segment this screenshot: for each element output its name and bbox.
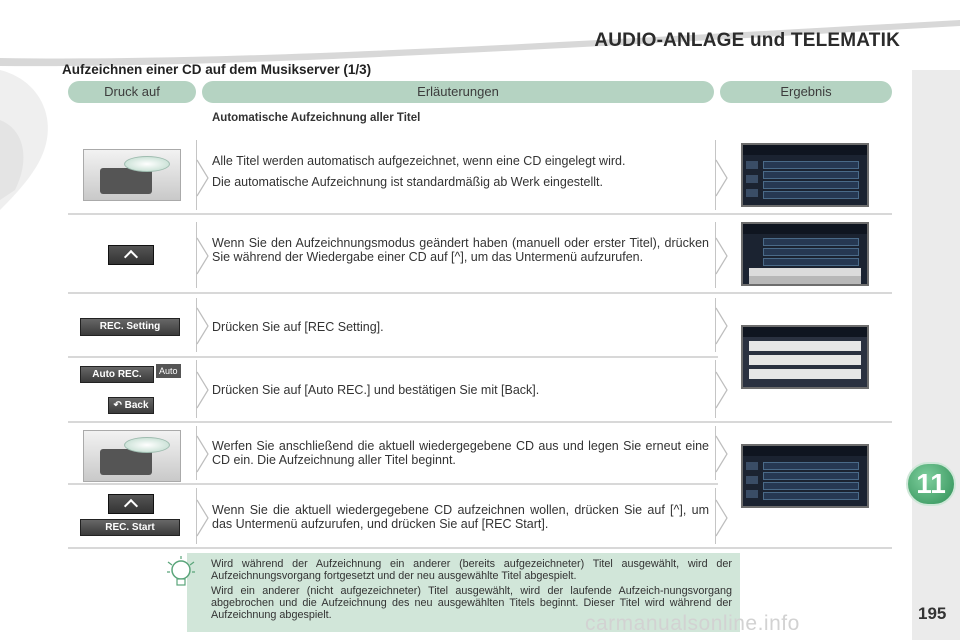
column-header-action: Druck auf xyxy=(68,81,196,103)
row-divider xyxy=(68,421,892,423)
row-divider xyxy=(68,213,892,215)
caret-up-button[interactable] xyxy=(108,494,154,514)
chevron-right-icon xyxy=(196,236,210,276)
watermark: carmanualsonline.info xyxy=(585,612,800,635)
row-4-paragraph-1: Drücken Sie auf [Auto REC.] und bestätigen Sie mit [Back]. xyxy=(212,383,540,397)
column-header-result: Ergebnis xyxy=(720,81,892,103)
caret-up-icon xyxy=(124,250,138,264)
row-divider xyxy=(68,483,718,485)
row-divider xyxy=(68,292,892,294)
back-button[interactable] xyxy=(108,397,154,414)
chevron-right-icon xyxy=(196,498,210,538)
row-6-paragraph-1: Wenn Sie die aktuell wiedergegebene CD aufzeichnen wollen, drücken Sie auf [^], um das Untermenü aufzurufen, und drücken Sie auf [REC Start]. xyxy=(212,503,709,531)
section-title: Aufzeichnen einer CD auf dem Musikserver (1/3) xyxy=(62,62,372,77)
result-screen-2 xyxy=(741,222,869,286)
auto-rec-button[interactable]: Auto REC. xyxy=(80,366,154,383)
chevron-right-icon xyxy=(715,306,729,346)
chevron-right-icon xyxy=(196,158,210,198)
row-divider xyxy=(68,356,718,358)
back-arrow-icon: ↶ xyxy=(113,400,125,411)
caret-up-button[interactable] xyxy=(108,245,154,265)
chevron-right-icon xyxy=(196,370,210,410)
chevron-right-icon xyxy=(715,236,729,276)
chapter-title: AUDIO-ANLAGE und TELEMATIK xyxy=(594,30,900,51)
row-3-paragraph-1: Drücken Sie auf [REC Setting]. xyxy=(212,320,384,334)
chevron-right-icon xyxy=(196,434,210,474)
page-number: 195 xyxy=(918,604,947,623)
note-paragraph-2: Wird ein anderer (nicht aufgezeichneter) Titel ausgewählt, wird der laufende Aufzeich-nungsvorgang abgebrochen und die Aufzeichnung des neu ausgewählten Titels beginnt. Dieser Titel wird während der Aufzeichnung abgespielt. xyxy=(211,585,732,621)
row-divider xyxy=(68,547,892,549)
auto-tab-label: Auto xyxy=(156,364,181,378)
row-4-text xyxy=(212,383,709,404)
caret-up-icon xyxy=(124,499,138,513)
chevron-right-icon xyxy=(715,158,729,198)
row-5-text xyxy=(212,439,709,474)
row-6-text xyxy=(212,503,709,538)
result-screen-3 xyxy=(741,325,869,389)
result-screen-5 xyxy=(741,444,869,508)
page-edge-strip xyxy=(912,70,960,640)
row-3-text xyxy=(212,320,709,341)
chevron-right-icon xyxy=(715,434,729,474)
lightbulb-icon xyxy=(166,556,196,590)
row-2-text xyxy=(212,236,709,271)
row-5-paragraph-1: Werfen Sie anschließend die aktuell wiedergegebene CD aus und legen Sie erneut eine CD ein. Die Aufzeichnung aller Titel beginnt. xyxy=(212,439,709,467)
back-button-label: Back xyxy=(124,400,149,411)
row-1-paragraph-2: Die automatische Aufzeichnung ist standardmäßig ab Werk eingestellt. xyxy=(212,175,603,189)
column-header-explanation: Erläuterungen xyxy=(202,81,714,103)
cd-player-icon xyxy=(83,430,181,482)
row-1-paragraph-1: Alle Titel werden automatisch aufgezeichnet, wenn eine CD eingelegt wird. xyxy=(212,154,626,168)
result-screen-1 xyxy=(741,143,869,207)
rec-setting-button[interactable]: REC. Setting xyxy=(80,318,180,336)
cd-player-icon xyxy=(83,149,181,201)
rec-start-button[interactable]: REC. Start xyxy=(80,519,180,536)
chevron-right-icon xyxy=(196,306,210,346)
note-paragraph-1: Wird während der Aufzeichnung ein anderer (bereits aufgezeichneter) Titel ausgewählt, wird der Aufzeichnungsvorgang fortgesetzt und der neu ausgewählte Titel abgespielt. xyxy=(211,558,732,582)
chevron-right-icon xyxy=(715,370,729,410)
row-2-paragraph-1: Wenn Sie den Aufzeichnungsmodus geändert haben (manuell oder erster Titel), drücken Sie während der Wiedergabe einer CD auf [^], um das Untermenü aufzurufen. xyxy=(212,236,709,264)
chapter-badge: 11 xyxy=(906,462,956,506)
subheading: Automatische Aufzeichnung aller Titel xyxy=(212,112,421,124)
row-1-text xyxy=(212,154,709,196)
chevron-right-icon xyxy=(715,498,729,538)
